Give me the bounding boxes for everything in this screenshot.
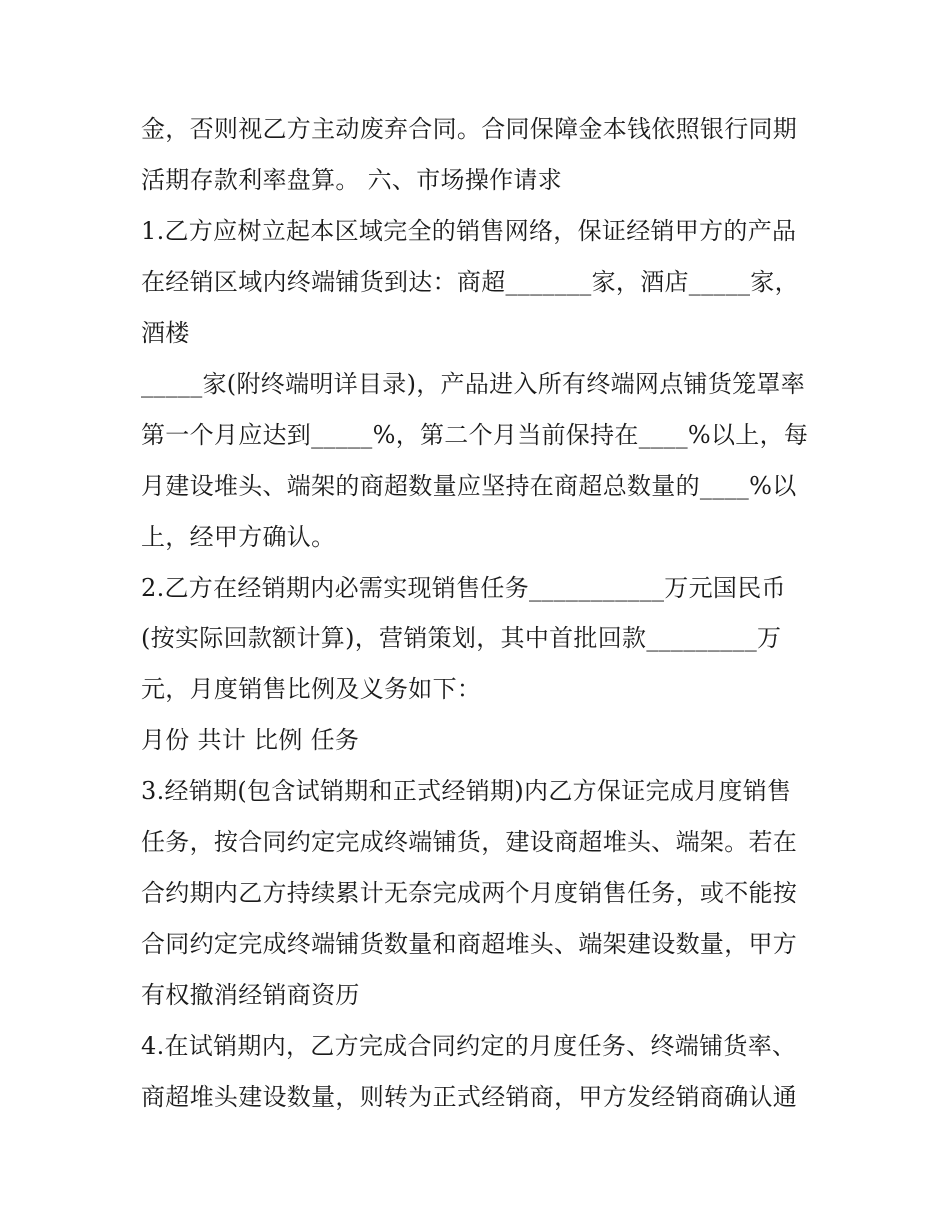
text-line: 元，月度销售比例及义务如下： bbox=[141, 675, 482, 703]
text-line: 月份 共计 比例 任务 bbox=[141, 726, 360, 754]
text-line: 任务，按合同约定完成终端铺货，建设商超堆头、端架。若在 bbox=[141, 828, 798, 856]
text-line: 商超堆头建设数量，则转为正式经销商，甲方发经销商确认通 bbox=[141, 1083, 798, 1111]
text-line: 4.在试销期内，乙方完成合同约定的月度任务、终端铺货率、 bbox=[141, 1032, 797, 1060]
text-line: 活期存款利率盘算。 六、市场操作请求 bbox=[141, 166, 563, 194]
text-line: (按实际回款额计算)，营销策划，其中首批回款_________万 bbox=[141, 624, 782, 652]
text-line: 1.乙方应树立起本区域完全的销售网络，保证经销甲方的产品 bbox=[141, 217, 797, 245]
text-line: 2.乙方在经销期内必需实现销售任务___________万元国民币 bbox=[141, 574, 786, 602]
text-line: 合约期内乙方持续累计无奈完成两个月度销售任务，或不能按 bbox=[141, 879, 798, 907]
text-line: 第一个月应达到_____%，第二个月当前保持在____%以上，每 bbox=[141, 421, 809, 449]
text-line: 在经销区域内终端铺货到达：商超_______家，酒店_____家， bbox=[141, 268, 799, 296]
text-line: _____家(附终端明详目录)，产品进入所有终端网点铺货笼罩率 bbox=[141, 370, 806, 398]
text-line: 酒楼 bbox=[141, 319, 190, 347]
text-line: 合同约定完成终端铺货数量和商超堆头、端架建设数量，甲方 bbox=[141, 930, 798, 958]
text-line: 金，否则视乙方主动废弃合同。合同保障金本钱依照银行同期 bbox=[141, 115, 798, 143]
text-line: 3.经销期(包含试销期和正式经销期)内乙方保证完成月度销售 bbox=[141, 777, 792, 805]
text-line: 上，经甲方确认。 bbox=[141, 523, 336, 551]
text-line: 有权撤消经销商资历 bbox=[141, 981, 360, 1009]
text-line: 月建设堆头、端架的商超数量应坚持在商超总数量的____%以 bbox=[141, 472, 797, 500]
